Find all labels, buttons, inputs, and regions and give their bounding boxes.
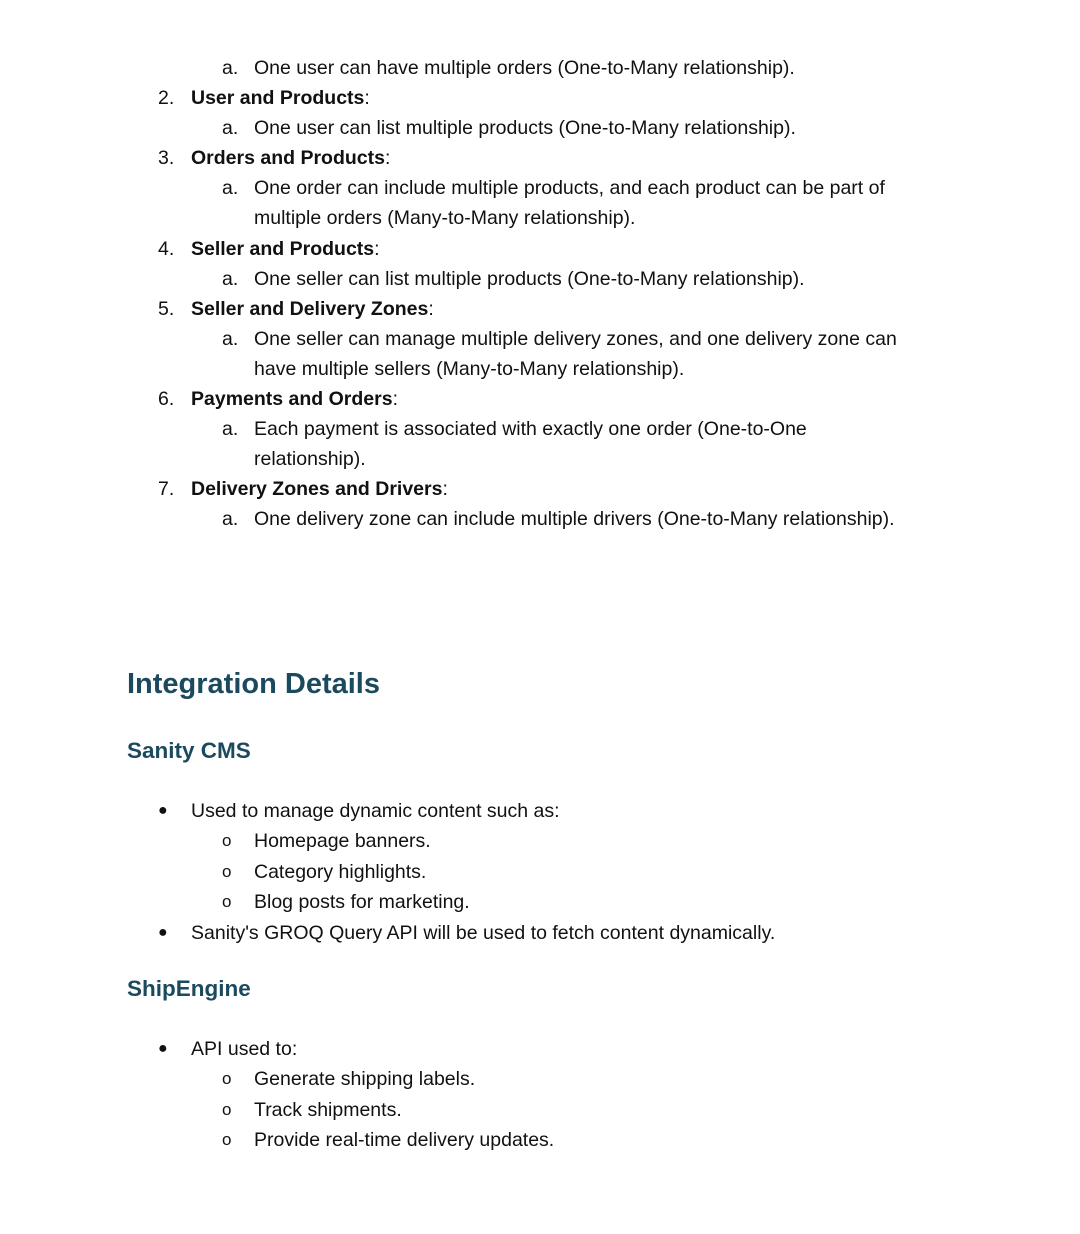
subsection-heading-shipengine: ShipEngine <box>127 976 251 1001</box>
shipengine-subitem: Generate shipping labels. <box>254 1068 476 1090</box>
relationship-6-sub-a-line2: relationship). <box>254 448 366 470</box>
shipengine-subitem: Provide real-time delivery updates. <box>254 1129 555 1151</box>
list-number: 5. <box>158 298 175 320</box>
relationship-4-title: Seller and Products: <box>191 238 380 260</box>
sanity-subitem: Blog posts for marketing. <box>254 891 470 913</box>
relationship-5-sub-a-line2: have multiple sellers (Many-to-Many relationship). <box>254 358 685 380</box>
list-number: 7. <box>158 478 175 500</box>
relationship-3-title: Orders and Products: <box>191 147 391 169</box>
relationship-5-title: Seller and Delivery Zones: <box>191 298 434 320</box>
subsection-heading-sanity-cms: Sanity CMS <box>127 738 251 763</box>
circle-bullet-icon: o <box>222 1130 232 1149</box>
sub-marker: a. <box>222 508 239 530</box>
sub-marker: a. <box>222 57 239 79</box>
sanity-subitem: Category highlights. <box>254 861 427 883</box>
relationship-2-sub-a: One user can list multiple products (One-to-Many relationship). <box>254 117 796 139</box>
shipengine-subitem: Track shipments. <box>254 1099 402 1121</box>
bullet-icon: ● <box>158 802 168 819</box>
list-number: 2. <box>158 87 175 109</box>
sanity-subitem: Homepage banners. <box>254 830 431 852</box>
sub-marker: a. <box>222 177 239 199</box>
circle-bullet-icon: o <box>222 892 232 911</box>
relationship-1-sub-a: One user can have multiple orders (One-to-Many relationship). <box>254 57 795 79</box>
sub-marker: a. <box>222 418 239 440</box>
list-number: 6. <box>158 388 175 410</box>
relationship-3-sub-a-line1: One order can include multiple products, and each product can be part of <box>254 177 885 199</box>
relationship-6-sub-a-line1: Each payment is associated with exactly one order (One-to-One <box>254 418 807 440</box>
shipengine-bullet-1: API used to: <box>191 1038 298 1060</box>
bullet-icon: ● <box>158 924 168 941</box>
relationship-3-sub-a-line2: multiple orders (Many-to-Many relationship). <box>254 207 636 229</box>
relationship-6-title: Payments and Orders: <box>191 388 399 410</box>
list-number: 4. <box>158 238 175 260</box>
relationship-7-sub-a: One delivery zone can include multiple drivers (One-to-Many relationship). <box>254 508 895 530</box>
sub-marker: a. <box>222 117 239 139</box>
relationship-2-title: User and Products: <box>191 87 370 109</box>
circle-bullet-icon: o <box>222 862 232 881</box>
sanity-bullet-2: Sanity's GROQ Query API will be used to fetch content dynamically. <box>191 922 776 944</box>
section-heading-integration-details: Integration Details <box>127 668 380 700</box>
sub-marker: a. <box>222 328 239 350</box>
list-number: 3. <box>158 147 175 169</box>
relationship-5-sub-a-line1: One seller can manage multiple delivery zones, and one delivery zone can <box>254 328 897 350</box>
sub-marker: a. <box>222 268 239 290</box>
circle-bullet-icon: o <box>222 1069 232 1088</box>
relationship-4-sub-a: One seller can list multiple products (One-to-Many relationship). <box>254 268 805 290</box>
sanity-bullet-1: Used to manage dynamic content such as: <box>191 800 560 822</box>
relationship-7-title: Delivery Zones and Drivers: <box>191 478 448 500</box>
bullet-icon: ● <box>158 1040 168 1057</box>
circle-bullet-icon: o <box>222 1100 232 1119</box>
circle-bullet-icon: o <box>222 831 232 850</box>
